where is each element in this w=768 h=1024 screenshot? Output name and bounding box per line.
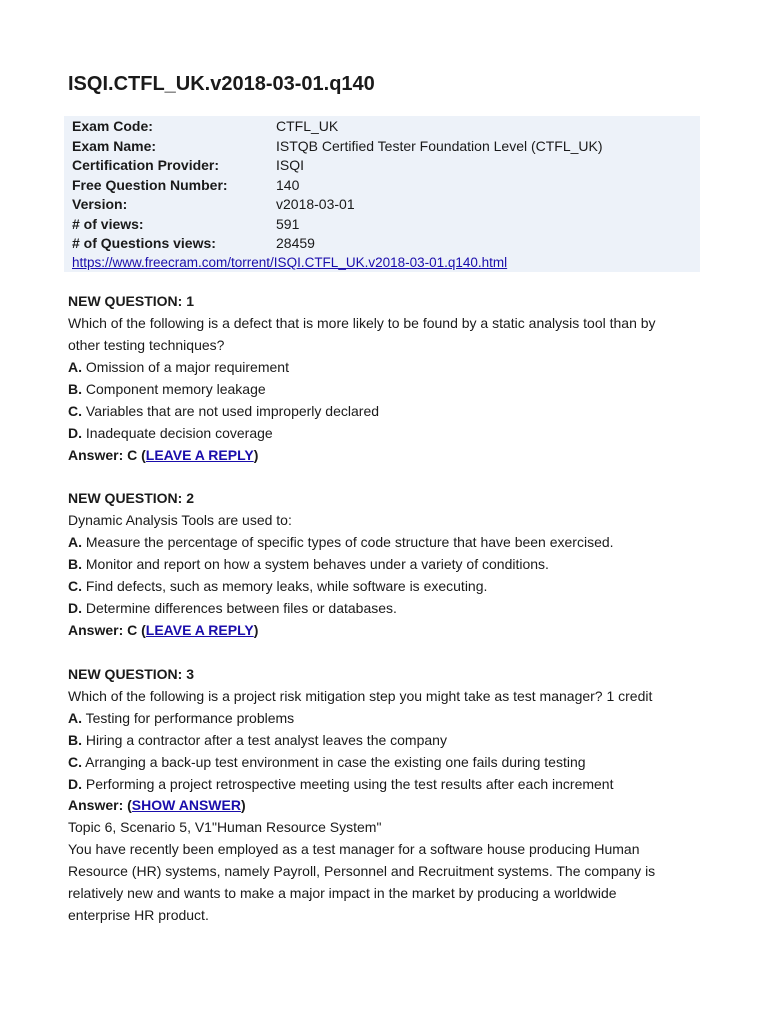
scenario-text: Resource (HR) systems, namely Payroll, Personnel and Recruitment systems. The company is — [68, 863, 656, 879]
version-label: Version: — [72, 196, 128, 212]
option-letter: A. — [68, 710, 82, 726]
option-letter: C. — [68, 578, 82, 594]
option-text: Omission of a major requirement — [82, 359, 289, 375]
exam-info-row — [72, 137, 702, 157]
option-letter: C. — [68, 754, 82, 770]
views-value: 591 — [276, 215, 300, 232]
option-letter: A. — [68, 359, 82, 375]
option-letter: A. — [68, 534, 82, 550]
option-text: Component memory leakage — [82, 381, 266, 397]
certification-provider-value: ISQI — [276, 157, 305, 173]
question-1-text: other testing techniques? — [68, 337, 225, 353]
question-2-option-b — [68, 554, 549, 574]
certification-provider-label: Certification Provider: — [72, 157, 220, 173]
question-1-text: Which of the following is a defect that is more likely to be found by a static analysis tool than by — [68, 315, 656, 331]
answer-suffix: ) — [253, 622, 259, 638]
option-letter: B. — [68, 556, 82, 572]
question-3-answer — [68, 795, 246, 815]
question-1-heading: NEW QUESTION: 1 — [68, 293, 195, 309]
questions-views-label: # of Questions views: — [72, 235, 216, 251]
exam-info-row — [72, 195, 702, 215]
exam-source-link[interactable]: https://www.freecram.com/torrent/ISQI.CTFL_UK.v2018-03-01.q140.html — [72, 255, 508, 270]
exam-info-row — [72, 117, 702, 137]
option-text: Arranging a back-up test environment in case the existing one fails during testing — [82, 754, 586, 770]
option-letter: D. — [68, 776, 82, 792]
exam-info-row — [72, 215, 702, 235]
option-text: Testing for performance problems — [82, 710, 295, 726]
answer-suffix: ) — [253, 447, 259, 463]
option-letter: D. — [68, 425, 82, 441]
exam-info-row — [72, 156, 702, 176]
free-question-number-value: 140 — [276, 176, 300, 193]
version-value: v2018-03-01 — [276, 196, 355, 212]
option-text: Variables that are not used improperly declared — [82, 403, 380, 419]
question-2-answer — [68, 620, 258, 640]
option-text: Performing a project retrospective meeting using the test results after each increment — [82, 776, 614, 792]
scenario-title: Topic 6, Scenario 5, V1"Human Resource System" — [68, 819, 382, 835]
questions-views-value: 28459 — [276, 235, 315, 251]
question-3-text: Which of the following is a project risk mitigation step you might take as test manager? 1 credit — [68, 688, 653, 704]
option-letter: C. — [68, 403, 82, 419]
option-text: Find defects, such as memory leaks, while software is executing. — [82, 578, 488, 594]
question-2-heading: NEW QUESTION: 2 — [68, 490, 195, 506]
question-3-option-a — [68, 708, 294, 728]
question-3-option-d — [68, 774, 613, 794]
question-1-option-d — [68, 423, 273, 443]
scenario-text: relatively new and wants to make a major impact in the market by producing a worldwide — [68, 885, 617, 901]
scenario-text: enterprise HR product. — [68, 907, 209, 923]
exam-code-label: Exam Code: — [72, 118, 153, 134]
answer-suffix: ) — [240, 797, 246, 813]
answer-prefix: Answer: C ( — [68, 447, 146, 463]
exam-code-value: CTFL_UK — [276, 118, 339, 134]
option-letter: B. — [68, 732, 82, 748]
views-label: # of views: — [72, 215, 144, 232]
leave-a-reply-link[interactable]: LEAVE A REPLY — [145, 447, 254, 463]
leave-a-reply-link[interactable]: LEAVE A REPLY — [145, 622, 254, 638]
exam-info-row — [72, 176, 702, 196]
option-text: Monitor and report on how a system behaves under a variety of conditions. — [82, 556, 549, 572]
question-2-option-a — [68, 532, 614, 552]
exam-name-label: Exam Name: — [72, 137, 157, 154]
question-2-option-d — [68, 598, 397, 618]
option-text: Hiring a contractor after a test analyst leaves the company — [82, 732, 447, 748]
question-1-option-c — [68, 401, 379, 421]
answer-prefix: Answer: ( — [68, 797, 132, 813]
option-letter: D. — [68, 600, 82, 616]
option-text: Determine differences between files or databases. — [82, 600, 397, 616]
exam-info-row — [72, 234, 702, 254]
question-2-option-c — [68, 576, 487, 596]
document-title: ISQI.CTFL_UK.v2018-03-01.q140 — [68, 73, 375, 95]
question-2-text: Dynamic Analysis Tools are used to: — [68, 512, 292, 528]
question-1-option-a — [68, 357, 289, 377]
show-answer-link[interactable]: SHOW ANSWER — [131, 797, 241, 813]
question-3-heading: NEW QUESTION: 3 — [68, 666, 195, 682]
option-text: Measure the percentage of specific types of code structure that have been exercised. — [82, 534, 614, 550]
free-question-number-label: Free Question Number: — [72, 176, 228, 193]
answer-prefix: Answer: C ( — [68, 622, 146, 638]
question-3-option-c — [68, 752, 586, 772]
option-text: Inadequate decision coverage — [82, 425, 273, 441]
scenario-text: You have recently been employed as a test manager for a software house producing Human — [68, 841, 640, 857]
question-1-option-b — [68, 379, 266, 399]
question-3-option-b — [68, 730, 447, 750]
question-1-answer — [68, 445, 258, 465]
exam-name-value: ISTQB Certified Tester Foundation Level (CTFL_UK) — [276, 137, 603, 154]
option-letter: B. — [68, 381, 82, 397]
